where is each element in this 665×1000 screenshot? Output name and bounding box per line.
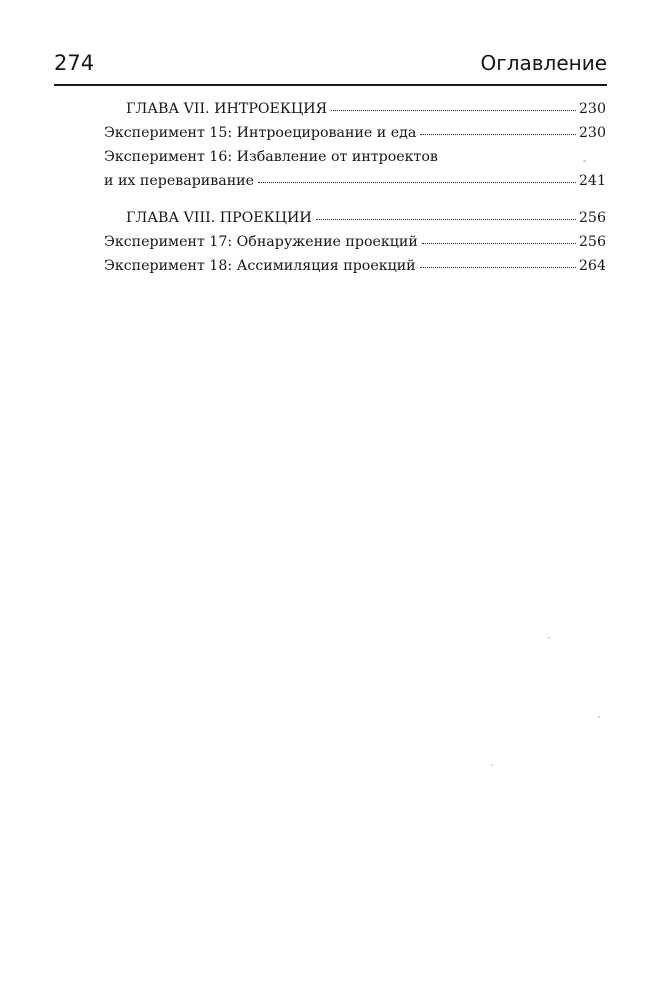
running-title: Оглавление [480,51,607,75]
toc-entry-page: 230 [578,125,606,141]
table-of-contents [104,97,606,278]
toc-entry-title: Эксперимент 15: Интроецирование и еда [104,125,417,141]
paper-speck [491,764,493,766]
dot-leader [258,180,576,183]
toc-entry-page: 241 [578,173,606,189]
paper-speck [583,160,586,162]
paper-speck [548,637,550,639]
toc-experiment-16 [104,145,606,193]
toc-entry-page: 256 [578,210,606,226]
toc-experiment-15 [104,121,606,145]
toc-entry-page: 264 [578,258,606,274]
dot-leader [331,108,576,111]
page-number: 274 [54,51,95,75]
toc-entry-title: ГЛАВА VII. ИНТРОЕКЦИЯ [126,101,328,117]
toc-entry-title-line2: и их переваривание [104,173,255,189]
header-rule [54,84,607,86]
toc-experiment-17 [104,230,606,254]
paper-speck [598,716,600,718]
toc-entry-page: 230 [578,101,606,117]
toc-entry-page: 256 [578,234,606,250]
toc-chapter-7 [104,97,606,121]
dot-leader [420,132,576,135]
dot-leader [422,241,576,244]
dot-leader [316,217,576,220]
dot-leader [420,265,576,268]
toc-entry-title: Эксперимент 18: Ассимиляция проекций [104,258,416,274]
page-header [54,50,607,80]
toc-entry-title-line1: Эксперимент 16: Избавление от интроектов [104,149,438,165]
toc-experiment-18 [104,254,606,278]
toc-chapter-8 [104,206,606,230]
toc-entry-title: ГЛАВА VIII. ПРОЕКЦИИ [126,210,312,226]
toc-entry-title: Эксперимент 17: Обнаружение проекций [104,234,418,250]
